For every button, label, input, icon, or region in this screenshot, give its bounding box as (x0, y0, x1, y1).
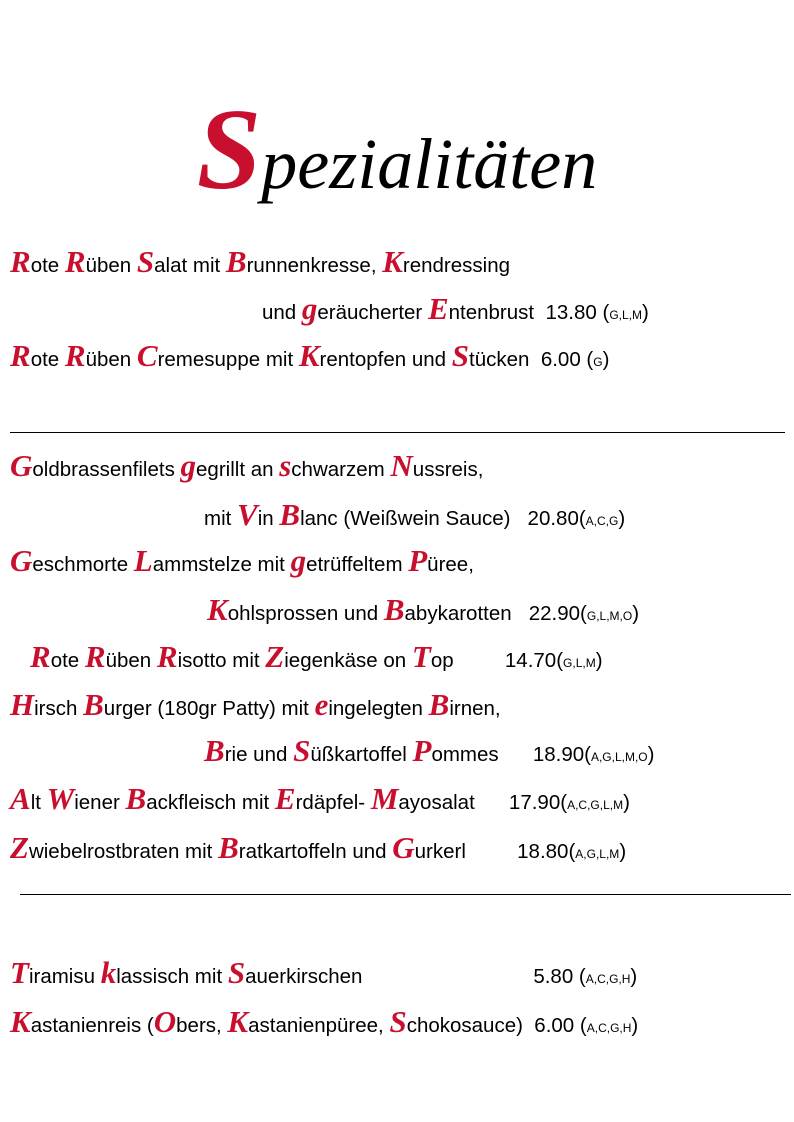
menu-line-12 (10, 832, 626, 863)
initial-letter: g (301, 291, 318, 326)
initial-letter: B (125, 781, 147, 816)
dish-text: ratkartoffeln und (238, 840, 393, 863)
initial-letter: K (207, 592, 228, 627)
initial-letter: G (392, 830, 415, 865)
dish-text: ) (595, 649, 603, 672)
dish-text: eräucherter (317, 301, 428, 324)
dish-text: astanienreis ( (30, 1014, 154, 1037)
dish-text: urkerl 18.80( (414, 840, 576, 863)
title-initial: S (196, 86, 262, 214)
dish-text: und (262, 301, 302, 324)
dish-text: eschmorte (32, 553, 134, 576)
dish-text: urger (180gr Patty) mit (103, 697, 315, 720)
dish-text: üben (85, 254, 137, 277)
allergen-codes: A,C,G (585, 514, 619, 528)
title-rest: pezialitäten (261, 124, 598, 204)
initial-letter: M (370, 781, 399, 816)
dish-text: üben (85, 348, 137, 371)
dish-text: ) (618, 507, 626, 530)
initial-letter: g (290, 543, 307, 578)
dish-text: runnenkresse, (246, 254, 383, 277)
dish-text: oldbrassenfilets (32, 458, 181, 481)
dish-text: chokosauce) 6.00 ( (406, 1014, 587, 1037)
dish-text: in (257, 507, 280, 530)
dish-text: rendressing (402, 254, 511, 277)
dish-text: irnen, (449, 697, 501, 720)
dish-text: ommes 18.90( (431, 743, 591, 766)
initial-letter: B (204, 733, 225, 768)
menu-line-14 (10, 1006, 638, 1037)
initial-letter: S (293, 733, 311, 768)
initial-letter: N (390, 448, 413, 483)
initial-letter: B (279, 497, 301, 532)
initial-letter: R (64, 244, 86, 279)
dish-text: bers, (176, 1014, 228, 1037)
initial-letter: O (153, 1004, 177, 1039)
initial-letter: T (411, 639, 431, 674)
dish-text: ) (619, 840, 627, 863)
dish-text: ) (631, 1014, 639, 1037)
menu-line-4 (10, 450, 483, 481)
dish-text: ) (647, 743, 655, 766)
dish-text: ) (632, 602, 640, 625)
dish-text: ) (641, 301, 649, 324)
dish-text: ingelegten (328, 697, 429, 720)
menu-line-8 (30, 641, 603, 672)
dish-text: ackfleisch mit (146, 791, 275, 814)
dish-text: irsch (34, 697, 84, 720)
section-divider-1 (10, 432, 785, 433)
dish-text: ayosalat 17.90( (398, 791, 568, 814)
dish-text: ) (630, 965, 638, 988)
page-title (0, 86, 794, 214)
dish-text: auerkirschen 5.80 ( (245, 965, 586, 988)
menu-line-10 (204, 735, 654, 766)
dish-text: üben (105, 649, 157, 672)
dish-text: ammstelze mit (152, 553, 291, 576)
allergen-codes: A,C,G,H (585, 972, 631, 986)
initial-letter: Z (10, 830, 29, 865)
initial-letter: T (10, 955, 29, 990)
initial-letter: B (218, 830, 239, 865)
initial-letter: e (314, 687, 329, 722)
initial-letter: S (136, 244, 155, 279)
dish-text: iegenkäse on (284, 649, 412, 672)
initial-letter: B (428, 687, 450, 722)
dish-text: iener (74, 791, 126, 814)
dish-text: üree, (427, 553, 474, 576)
dish-text: rie und (224, 743, 294, 766)
allergen-codes: A,G,L,M,O (590, 750, 648, 764)
initial-letter: B (83, 687, 104, 722)
initial-letter: R (156, 639, 178, 674)
initial-letter: R (64, 338, 86, 373)
menu-line-3 (10, 340, 609, 371)
menu-line-2 (262, 293, 649, 324)
dish-text: lanc (Weißwein Sauce) 20.80( (300, 507, 586, 530)
dish-text: chwarzem (291, 458, 391, 481)
initial-letter: E (427, 291, 449, 326)
allergen-codes: G (593, 355, 603, 369)
allergen-codes: G,L,M,O (586, 609, 633, 623)
initial-letter: P (408, 543, 428, 578)
dish-text: egrillt an (196, 458, 280, 481)
dish-text: iramisu (28, 965, 101, 988)
initial-letter: Z (265, 639, 285, 674)
dish-text: rentopfen und (319, 348, 452, 371)
initial-letter: s (279, 448, 292, 483)
menu-line-7 (207, 594, 639, 625)
initial-letter: G (10, 448, 33, 483)
initial-letter: K (382, 244, 403, 279)
dish-text: ussreis, (412, 458, 484, 481)
dish-text: tücken 6.00 ( (469, 348, 594, 371)
dish-text: mit (204, 507, 238, 530)
dish-text: abykarotten 22.90( (404, 602, 587, 625)
allergen-codes: A,C,G,L,M (567, 798, 624, 812)
initial-letter: k (100, 955, 117, 990)
initial-letter: C (136, 338, 158, 373)
dish-text: alat mit (154, 254, 226, 277)
menu-line-13 (10, 957, 637, 988)
dish-text: ) (623, 791, 630, 814)
menu-line-9 (10, 689, 501, 720)
initial-letter: R (30, 639, 51, 674)
initial-letter: P (412, 733, 432, 768)
initial-letter: S (389, 1004, 407, 1039)
dish-text: ) (602, 348, 610, 371)
initial-letter: L (133, 543, 153, 578)
dish-text: ntenbrust 13.80 ( (448, 301, 610, 324)
dish-text: rdäpfel- (295, 791, 371, 814)
dish-text: ohlsprossen und (227, 602, 384, 625)
initial-letter: S (451, 338, 470, 373)
dish-text: ote (50, 649, 85, 672)
dish-text: üßkartoffel (310, 743, 413, 766)
section-divider-2 (20, 894, 791, 895)
initial-letter: R (84, 639, 106, 674)
initial-letter: K (10, 1004, 31, 1039)
dish-text: ote (30, 348, 65, 371)
menu-line-11 (10, 783, 630, 814)
dish-text: lassisch mit (116, 965, 228, 988)
dish-text: etrüffeltem (306, 553, 409, 576)
dish-text: isotto mit (177, 649, 266, 672)
initial-letter: E (274, 781, 296, 816)
dish-text: remesuppe mit (157, 348, 299, 371)
initial-letter: R (10, 338, 31, 373)
initial-letter: B (383, 592, 405, 627)
allergen-codes: A,G,L,M (575, 847, 620, 861)
allergen-codes: A,C,G,H (586, 1021, 632, 1035)
initial-letter: K (298, 338, 320, 373)
dish-text: astanienpüree, (248, 1014, 390, 1037)
initial-letter: V (237, 497, 258, 532)
initial-letter: K (227, 1004, 249, 1039)
initial-letter: H (10, 687, 35, 722)
dish-text: wiebelrostbraten mit (28, 840, 219, 863)
initial-letter: g (180, 448, 197, 483)
menu-line-5 (204, 499, 625, 530)
initial-letter: R (10, 244, 31, 279)
menu-line-1 (10, 246, 510, 277)
initial-letter: S (227, 955, 246, 990)
initial-letter: B (225, 244, 247, 279)
initial-letter: G (10, 543, 33, 578)
dish-text: lt (30, 791, 47, 814)
menu-line-6 (10, 545, 474, 576)
initial-letter: W (46, 781, 75, 816)
allergen-codes: G,L,M (609, 308, 642, 322)
initial-letter: A (10, 781, 31, 816)
allergen-codes: G,L,M (563, 656, 596, 670)
dish-text: ote (30, 254, 65, 277)
dish-text: op 14.70( (430, 649, 564, 672)
